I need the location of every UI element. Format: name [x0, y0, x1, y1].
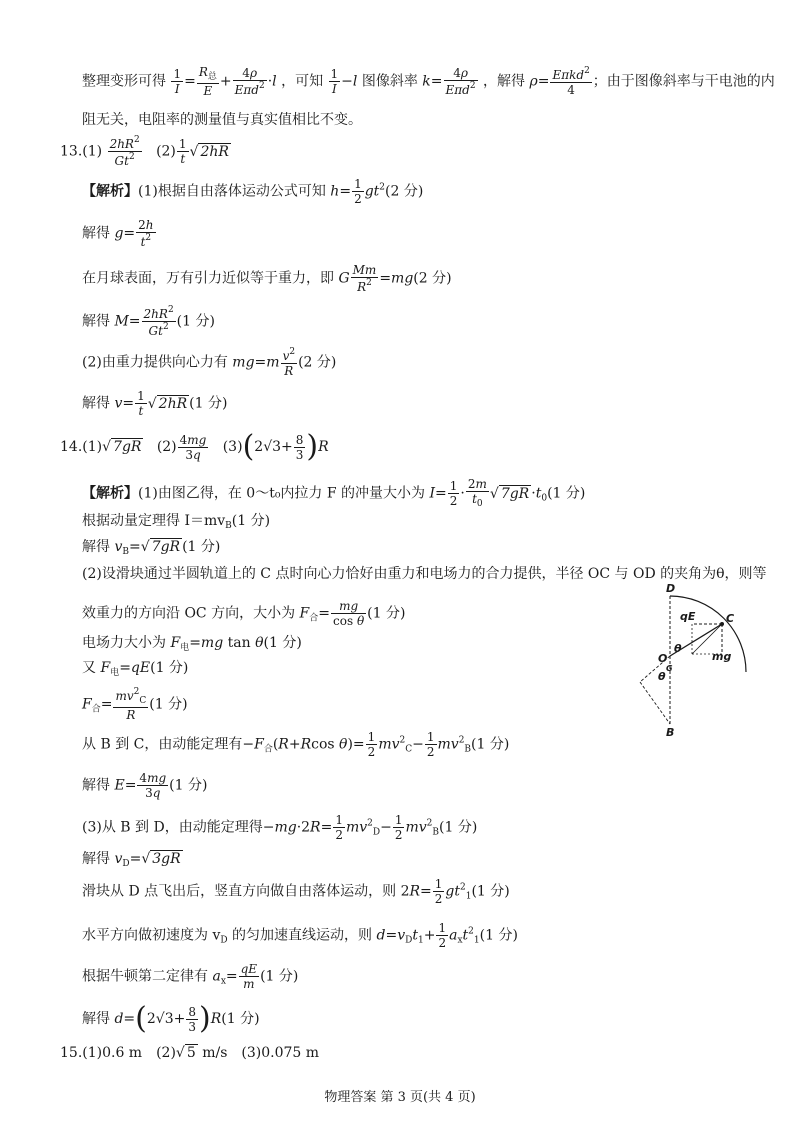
q13-g: 解得 g= $\frac{2h}{t^2}$ [82, 218, 154, 249]
q14-horizontal: 水平方向做初速度为 $v_D$ 的匀加速直线运动，则 $d=v_Dt_1+$ $\frac{1}{2}$ $a_xt^2_1(1$ 分) [82, 921, 518, 950]
q13-jiexi: 【解析】(1)根据自由落体运动公式可知 h= $\frac{1}{2}$ $gt^2(2$ 分) [82, 177, 424, 206]
fig-label-C: C [726, 612, 735, 625]
q14-Fe: 电场力大小为 $F_电=mg$ tan θ(1 分) [82, 635, 302, 653]
fig-label-D: D [666, 584, 676, 595]
q14-part2-l1: (2)设滑块通过半圆轨道上的 C 点时向心力恰好由重力和电场力的合力提供，半径 OC 与 OD 的夹角为θ，则等 [82, 566, 767, 582]
q13-gravity: 在月球表面，万有引力近似等于重力，即 G $\frac{Mm}{R^2}$ =mg(2 分) [82, 263, 452, 294]
q14-part2-l2: 效重力的方向沿 OC 方向，大小为 $F_合=$ $\frac{mg}{\text{cos θ}}$ (1 分) [82, 599, 406, 628]
q14-vD: 解得 $v_D=√$ 3gR [82, 851, 181, 869]
fig-label-G: G [666, 664, 673, 673]
fig-label-mg: mg [712, 650, 732, 663]
fig-label-B: B [666, 726, 675, 739]
p12-line2: 阻无关，电阻率的测量值与真实值相比不变。 [82, 112, 362, 128]
q14-answer: 14.(1)√ 7gR (2) $\frac{4mg}{3q}$ (3)(2√3+ $\frac{8}{3}$ )R [60, 429, 329, 464]
fig-label-qE: qE [680, 610, 696, 623]
q13-answer: 13.(1) $\frac{2hR^2}{Gt^2}$ (2) $\frac{1}{t}$ √ 2hR [60, 135, 229, 168]
q13-centripetal: (2)由重力提供向心力有 mg=m $\frac{v^2}{R}$ (2 分) [82, 347, 337, 378]
semicircle-arc [670, 596, 746, 672]
q14-newton: 根据牛顿第二定律有 $a_x=$ $\frac{qE}{m}$ (1 分) [82, 962, 299, 991]
q14-vB: 解得 $v_B=√$ 7gR (1 分) [82, 539, 221, 557]
q15-answer: 15.(1)0.6 m (2)√ 5 m/s (3)0.075 m [60, 1045, 320, 1061]
q14-d: 解得 d=(2√3+ $\frac{8}{3}$ )R(1 分) [82, 1001, 260, 1036]
point-C [720, 622, 724, 626]
q14-E: 解得 E= $\frac{4mg}{3q}$ (1 分) [82, 771, 208, 800]
q14-Fe2: 又 $F_电=qE(1$ 分) [82, 660, 189, 678]
q13-M: 解得 M= $\frac{2hR^2}{Gt^2}$ (1 分) [82, 305, 215, 338]
q14-BtoD: (3)从 B 到 D，由动能定理得−mg·2R= $\frac{1}{2}$ $mv^2_D-$ $\frac{1}{2}$ $mv^2_B(1$ 分) [82, 813, 478, 842]
page-footer: 物理答案 第 3 页(共 4 页) [324, 1090, 476, 1105]
q14-momentum: 根据动量定理得 $I=mv_B(1$ 分) [82, 513, 271, 531]
q14-jiexi: 【解析】(1)由图乙得，在 0～t₀内拉力 F 的冲量大小为 I= $\frac{1}{2}$ · $\frac{2m}{t_0}$ √ $7gR \cdot t_0(1$ 分) [82, 477, 586, 509]
q14-fall: 滑块从 D 点飞出后，竖直方向做自由落体运动，则 2R= $\frac{1}{2}$ $gt^2_1(1$ 分) [82, 877, 510, 906]
fig-label-theta-1: θ [674, 642, 682, 655]
q13-v: 解得 v= $\frac{1}{t}$ √ 2hR (1 分) [82, 389, 228, 418]
p12-line1: 整理变形可得 $\frac{1}{I}$ = $\frac{R_总}{E}$ + $\frac{4\rho}{E\pi d^2}$ ·l ，可知 $\frac{1}{I}$ −l 图像斜率 k= $\frac{4\rho}{E\pi d^2}$ ，解得 ρ= $\frac{E\pi kd^2}{4}$ ；由于图像斜率与干电池的内 [82, 65, 775, 98]
fig-label-O: O [658, 652, 668, 665]
fig-label-theta-2: θ [658, 670, 666, 683]
semicircle-diagram [630, 584, 750, 744]
q14-BtoC: 从 B 到 C，由动能定理有$-F_合(R+Rcos$ θ)= $\frac{1}{2}$ $mv^2_C-$ $\frac{1}{2}$ $mv^2_B(1$ 分) [82, 730, 510, 759]
q14-Fhe: $F_合=$ $\frac{mv^2_C}{R}$ (1 分) [82, 687, 188, 722]
